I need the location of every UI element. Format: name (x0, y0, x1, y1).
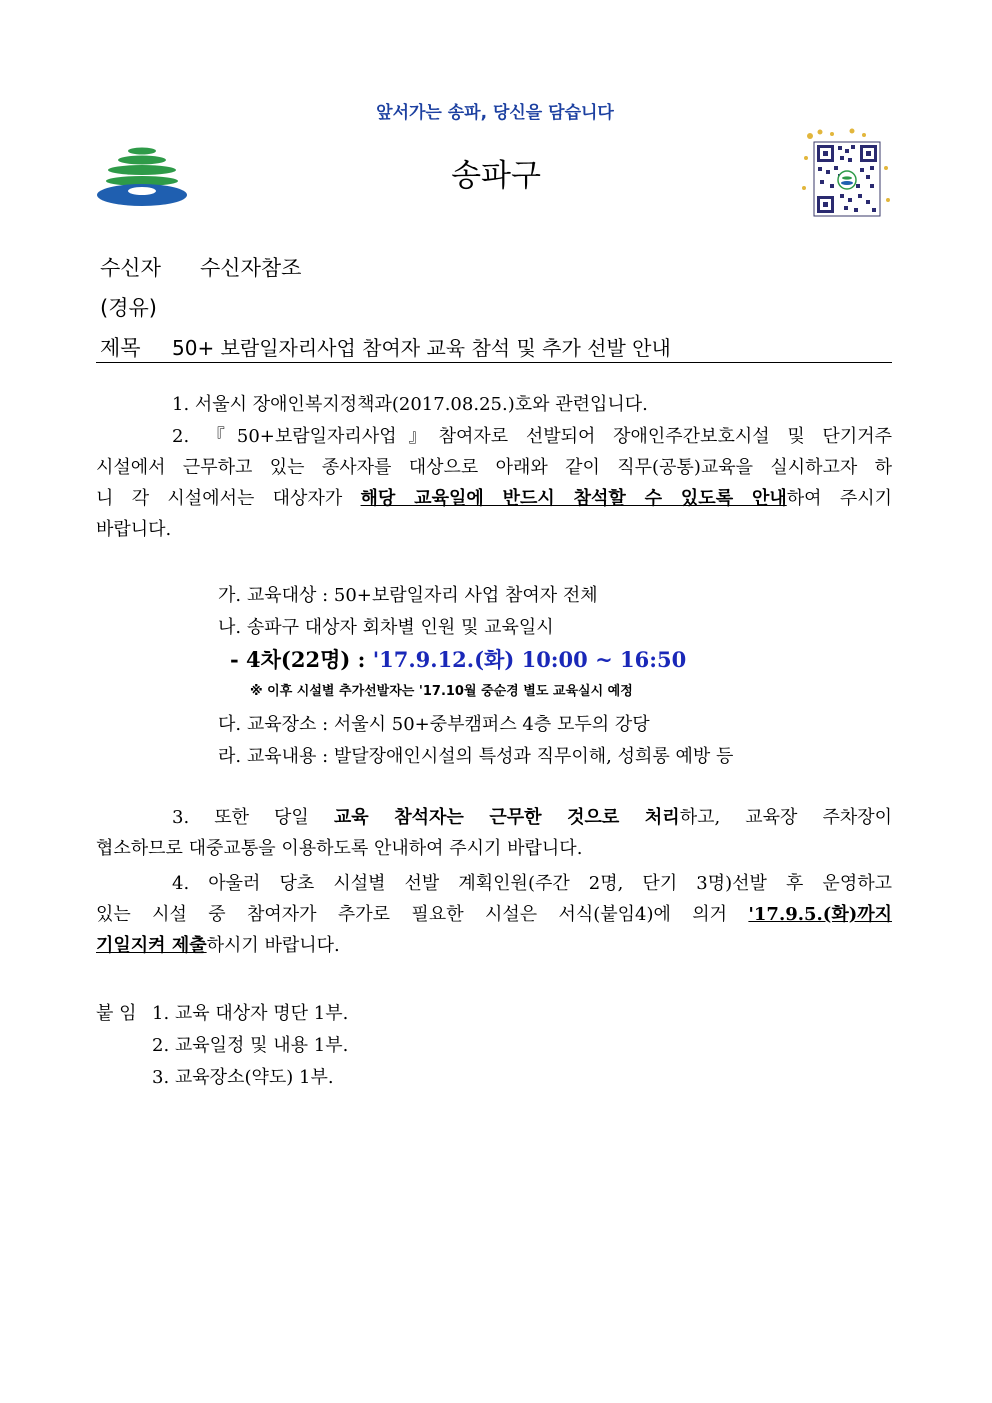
subject-label: 제목 (100, 336, 141, 360)
item-4 (96, 868, 892, 961)
sub-item-na: 나. 송파구 대상자 회차별 인원 및 교육일시 (218, 617, 554, 638)
item-2-line-2: 시설에서 근무하고 있는 종사자를 대상으로 아래와 같이 직무(공통)교육을 실시하고자 하 (96, 457, 892, 478)
session-label: - 4차(22명) : (230, 647, 373, 672)
qr-code-icon[interactable] (800, 128, 892, 222)
item-3 (96, 802, 892, 864)
attachment-3: 3. 교육장소(약도) 1부. (152, 1067, 334, 1088)
attachment-1: 1. 교육 대상자 명단 1부. (152, 1003, 349, 1024)
session-note: ※ 이후 시설별 추가선발자는 '17.10월 중순경 별도 교육실시 예정 (250, 684, 633, 699)
recipient-label: 수신자 (100, 256, 161, 280)
slogan-logo (370, 96, 620, 126)
session-line (230, 644, 686, 674)
attachments-label: 붙 임 (96, 1003, 137, 1024)
sub-item-ra: 라. 교육내용 : 발달장애인시설의 특성과 직무이해, 성희롱 예방 등 (218, 746, 734, 767)
sub-item-da: 다. 교육장소 : 서울시 50+중부캠퍼스 4층 모두의 강당 (218, 714, 650, 735)
item-2-emphasis: 해당 교육일에 반드시 참석할 수 있도록 안내 (360, 488, 787, 509)
item-4-deadline: '17.9.5.(화)까지 (748, 904, 892, 925)
item-3-line-1: 3. 또한 당일 교육 참석자는 근무한 것으로 처리하고, 교육장 주차장이 (172, 807, 892, 828)
item-2-line-4: 바랍니다. (96, 519, 172, 540)
item-4-deadline-emphasis: 기일지켜 제출 (96, 935, 207, 956)
organization-name: 송파구 (451, 158, 541, 194)
item-2-line-3: 니 각 시설에서는 대상자가 해당 교육일에 반드시 참석할 수 있도록 안내하여 주시기 (96, 488, 892, 509)
item-2 (96, 421, 892, 545)
item-3-emphasis: 교육 참석자는 근무한 것으로 처리 (333, 807, 680, 828)
item-4-line-1: 4. 아울러 당초 시설별 선발 계획인원(주간 2명, 단기 3명)선발 후 운영하고 (172, 873, 892, 894)
item-4-line-3: 기일지켜 제출하시기 바랍니다. (96, 935, 340, 956)
slogan-text: 앞서가는 송파, 당신을 담습니다 (376, 103, 614, 123)
sub-item-ga: 가. 교육대상 : 50+보람일자리 사업 참여자 전체 (218, 585, 598, 606)
session-time: '17.9.12.(화) 10:00 ~ 16:50 (372, 647, 687, 672)
item-2-line-1: 2. 『50+보람일자리사업』참여자로 선발되어 장애인주간보호시설 및 단기거주 (172, 426, 892, 447)
subject-value: 50+ 보람일자리사업 참여자 교육 참석 및 추가 선발 안내 (172, 336, 671, 360)
item-1: 1. 서울시 장애인복지정책과(2017.08.25.)호와 관련입니다. (172, 394, 648, 415)
attachment-2: 2. 교육일정 및 내용 1부. (152, 1035, 349, 1056)
item-4-line-2: 있는 시설 중 참여자가 추가로 필요한 시설은 서식(붙임4)에 의거 '17.9.5.(화)까지 (96, 904, 892, 925)
recipient-value: 수신자참조 (200, 256, 302, 280)
item-3-line-2: 협소하므로 대중교통을 이용하도록 안내하여 주시기 바랍니다. (96, 838, 583, 859)
via-label: (경유) (100, 296, 157, 320)
header-divider (96, 362, 892, 363)
